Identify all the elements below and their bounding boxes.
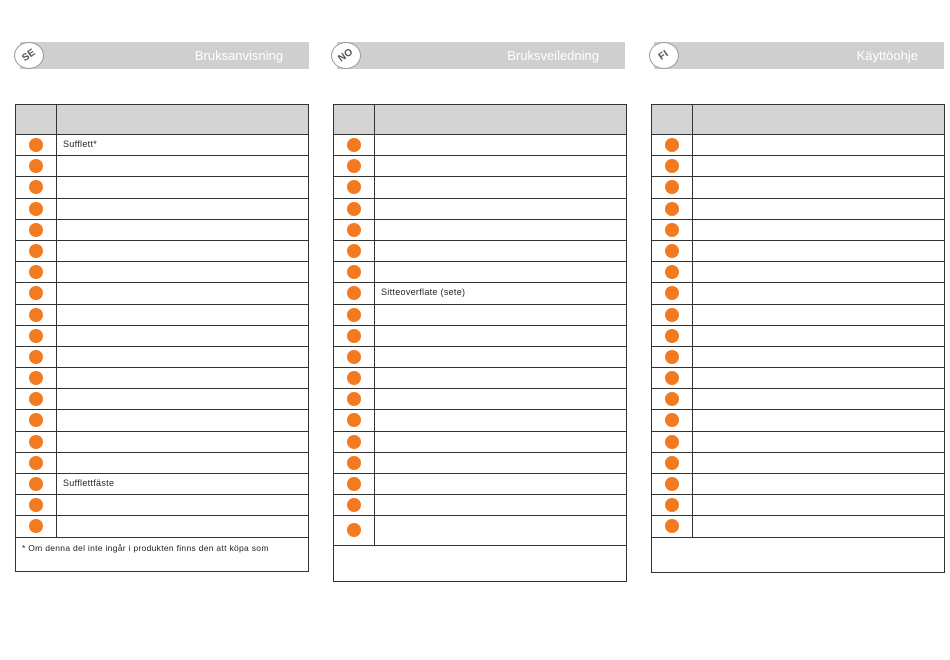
number-marker-icon xyxy=(29,138,43,152)
number-marker-icon xyxy=(29,308,43,322)
table-row xyxy=(16,453,308,474)
table-row xyxy=(652,495,944,516)
table-row xyxy=(16,368,308,389)
number-marker-icon xyxy=(665,308,679,322)
table-row xyxy=(334,432,626,453)
language-badge-no: NO xyxy=(331,42,361,69)
table-row xyxy=(652,453,944,474)
table-row xyxy=(334,410,626,431)
number-marker-icon xyxy=(665,202,679,216)
number-marker-icon xyxy=(29,392,43,406)
table-row xyxy=(334,305,626,326)
number-marker-icon xyxy=(347,180,361,194)
table-row xyxy=(334,368,626,389)
table-row xyxy=(334,262,626,283)
table-row xyxy=(16,516,308,537)
part-label: Sitteoverflate (sete) xyxy=(381,287,466,298)
table-row xyxy=(652,220,944,241)
table-row xyxy=(652,432,944,453)
table-row xyxy=(16,326,308,347)
number-marker-icon xyxy=(665,413,679,427)
table-row xyxy=(652,283,944,304)
table-row xyxy=(16,495,308,516)
number-marker-icon xyxy=(347,413,361,427)
table-rows xyxy=(16,135,308,538)
table-row xyxy=(334,220,626,241)
table-row xyxy=(334,474,626,495)
table-row xyxy=(334,177,626,198)
footnote: * Om denna del inte ingår i produkten finns den att köpa som xyxy=(22,542,269,553)
number-marker-icon xyxy=(347,523,361,537)
number-marker-icon xyxy=(347,371,361,385)
table-row xyxy=(334,389,626,410)
number-marker-icon xyxy=(665,180,679,194)
table-row xyxy=(16,262,308,283)
number-marker-icon xyxy=(347,350,361,364)
table-row xyxy=(652,368,944,389)
number-marker-icon xyxy=(665,265,679,279)
table-row xyxy=(652,241,944,262)
footnote xyxy=(652,538,944,543)
number-marker-icon xyxy=(347,308,361,322)
number-marker-icon xyxy=(29,498,43,512)
number-marker-icon xyxy=(665,223,679,237)
parts-table-fi xyxy=(651,104,945,573)
number-marker-icon xyxy=(347,159,361,173)
section-no-banner xyxy=(337,42,625,69)
number-marker-icon xyxy=(347,498,361,512)
table-row xyxy=(334,326,626,347)
table-row xyxy=(652,389,944,410)
table-row xyxy=(16,220,308,241)
table-header xyxy=(652,105,944,135)
part-label: Sufflettfäste xyxy=(63,478,115,488)
number-marker-icon xyxy=(347,202,361,216)
number-marker-icon xyxy=(29,265,43,279)
table-row xyxy=(16,241,308,262)
parts-table-se xyxy=(15,104,309,572)
number-marker-icon xyxy=(29,456,43,470)
number-marker-icon xyxy=(347,138,361,152)
section-no-title: Bruksveiledning xyxy=(507,48,599,63)
number-marker-icon xyxy=(29,223,43,237)
table-row xyxy=(652,156,944,177)
number-marker-icon xyxy=(29,159,43,173)
table-row xyxy=(16,474,308,495)
number-marker-icon xyxy=(347,286,361,300)
table-row xyxy=(652,410,944,431)
number-marker-icon xyxy=(665,477,679,491)
number-marker-icon xyxy=(665,371,679,385)
number-marker-icon xyxy=(665,159,679,173)
number-marker-icon xyxy=(29,371,43,385)
table-row xyxy=(652,135,944,156)
table-row xyxy=(652,199,944,220)
number-marker-icon xyxy=(665,286,679,300)
number-marker-icon xyxy=(665,435,679,449)
number-marker-icon xyxy=(29,519,43,533)
part-label: Sufflett* xyxy=(63,139,98,149)
table-header xyxy=(16,105,308,135)
table-row xyxy=(16,410,308,431)
language-badge-fi: FI xyxy=(649,42,679,69)
table-row xyxy=(652,347,944,368)
table-row xyxy=(334,453,626,474)
table-rows xyxy=(334,135,626,546)
table-row xyxy=(334,241,626,262)
table-header xyxy=(334,105,626,135)
table-row xyxy=(16,347,308,368)
number-marker-icon xyxy=(665,329,679,343)
number-marker-icon xyxy=(29,180,43,194)
number-marker-icon xyxy=(665,244,679,258)
table-row xyxy=(16,283,308,304)
table-row xyxy=(16,177,308,198)
table-row xyxy=(16,432,308,453)
section-se-banner xyxy=(20,42,309,69)
number-marker-icon xyxy=(665,138,679,152)
table-row xyxy=(652,474,944,495)
table-row xyxy=(334,516,626,546)
section-fi-banner xyxy=(654,42,944,69)
number-marker-icon xyxy=(29,329,43,343)
table-row xyxy=(652,262,944,283)
number-marker-icon xyxy=(665,392,679,406)
table-row xyxy=(16,156,308,177)
number-marker-icon xyxy=(665,350,679,364)
number-marker-icon xyxy=(29,286,43,300)
section-se-title: Bruksanvisning xyxy=(194,48,283,63)
table-row xyxy=(334,199,626,220)
number-marker-icon xyxy=(347,477,361,491)
table-row xyxy=(652,305,944,326)
number-marker-icon xyxy=(347,435,361,449)
table-row xyxy=(16,199,308,220)
table-row xyxy=(334,347,626,368)
section-fi-title: Käyttöohje xyxy=(856,48,918,63)
number-marker-icon xyxy=(347,265,361,279)
number-marker-icon xyxy=(347,456,361,470)
parts-table-no xyxy=(333,104,627,582)
number-marker-icon xyxy=(29,435,43,449)
number-marker-icon xyxy=(29,413,43,427)
number-marker-icon xyxy=(347,392,361,406)
table-rows xyxy=(652,135,944,538)
number-marker-icon xyxy=(665,456,679,470)
table-row xyxy=(16,305,308,326)
table-row xyxy=(16,389,308,410)
number-marker-icon xyxy=(29,202,43,216)
number-marker-icon xyxy=(665,498,679,512)
language-badge-se: SE xyxy=(14,42,44,69)
table-row xyxy=(334,283,626,304)
table-row xyxy=(16,135,308,156)
number-marker-icon xyxy=(347,329,361,343)
footnote xyxy=(334,546,626,551)
number-marker-icon xyxy=(347,223,361,237)
table-row xyxy=(652,326,944,347)
number-marker-icon xyxy=(29,350,43,364)
number-marker-icon xyxy=(665,519,679,533)
number-marker-icon xyxy=(347,244,361,258)
table-row xyxy=(334,156,626,177)
table-row xyxy=(652,516,944,537)
number-marker-icon xyxy=(29,477,43,491)
table-row xyxy=(334,135,626,156)
number-marker-icon xyxy=(29,244,43,258)
table-row xyxy=(652,177,944,198)
table-row xyxy=(334,495,626,516)
